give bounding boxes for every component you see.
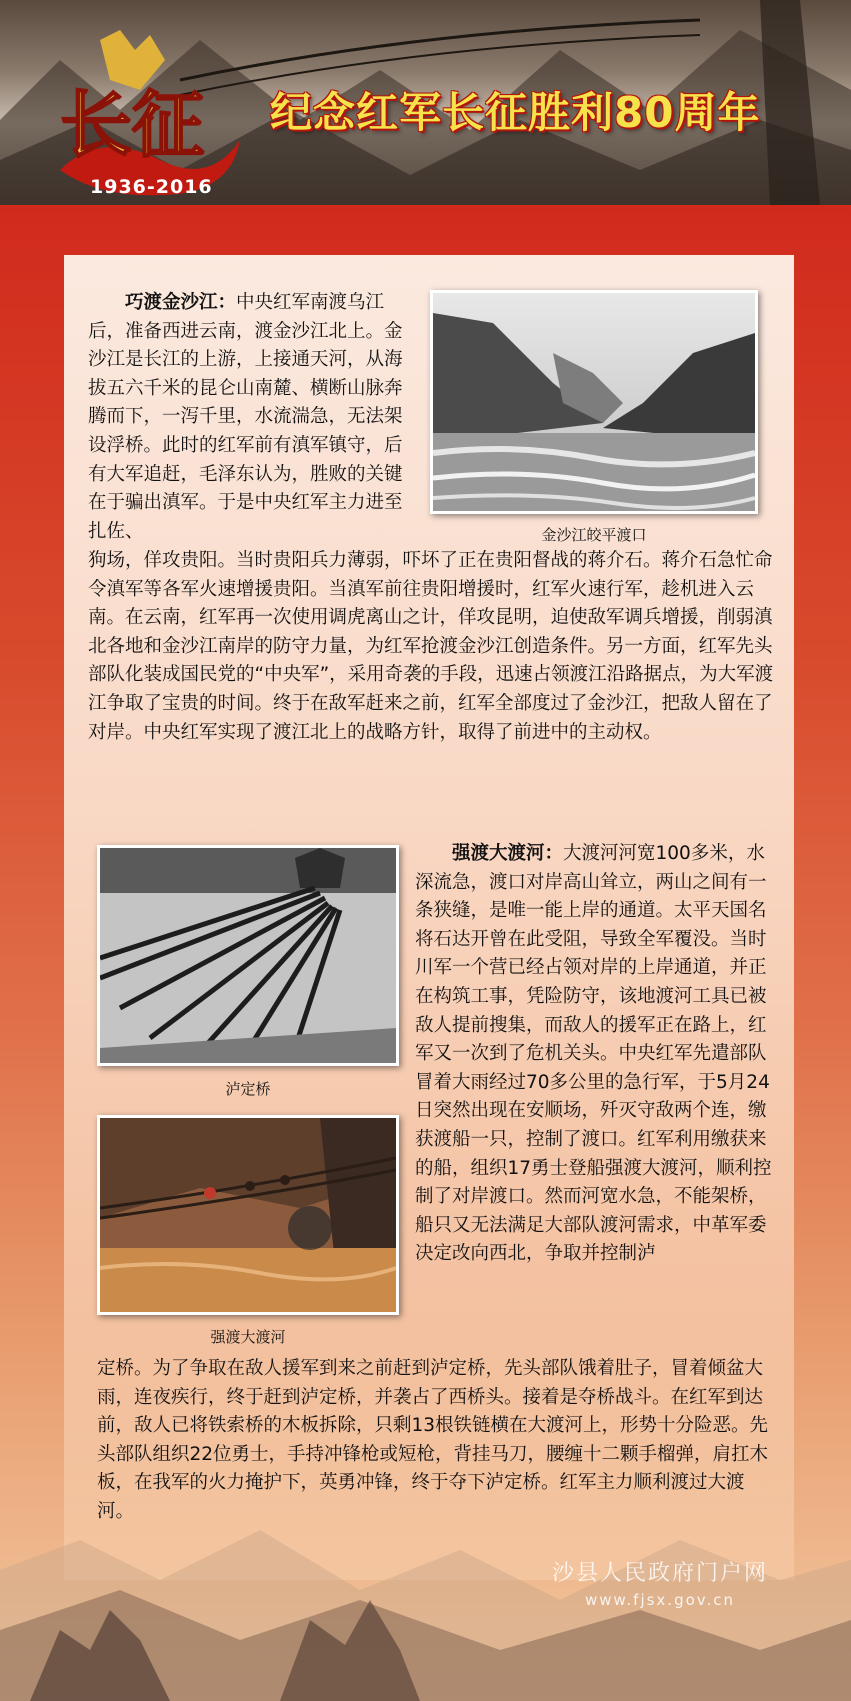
dadu-river-caption: 强渡大渡河 (210, 1328, 286, 1346)
jinsha-river-photo (430, 290, 758, 514)
section1-text-full: 狗场，佯攻贵阳。当时贵阳兵力薄弱，吓坏了正在贵阳督战的蒋介石。蒋介石急忙命令滇军等各军火速增援贵阳。当滇军前往贵阳增援时，红军火速行军，趁机进入云南。在云南，红军再一次使用调虎离山之计，佯攻昆明，迫使敌军调兵增援，削弱滇北各地和金沙江南岸的防守力量，为红军抢渡金沙江创造条件。另一方面，红军先头部队化装成国民党的“中央军”，采用奇袭的手段，迅速占领渡江沿路据点，为大军渡江争取了宝贵的时间。终于在敌军赶来之前，红军全部度过了金沙江，把敌人留在了对岸。中央红军实现了渡江北上的战略方针，取得了前进中的主动权。 (88, 550, 774, 743)
section2-paragraph-wrap (415, 840, 773, 1269)
watermark-site-name: 沙县人民政府门户网 (551, 1561, 768, 1586)
luding-bridge-photo (97, 845, 399, 1066)
dadu-river-crossing-photo (97, 1115, 399, 1315)
section1-paragraph-wrap (88, 289, 404, 546)
luding-bridge-caption: 泸定桥 (225, 1080, 271, 1098)
page-title: 纪念红军长征胜利80周年 (270, 88, 761, 137)
header-banner (0, 0, 851, 205)
section2-lead: 强渡大渡河： (452, 843, 564, 864)
section2-text-full: 定桥。为了争取在敌人援军到来之前赶到泸定桥，先头部队饿着肚子，冒着倾盆大雨，连夜疾行，终于赶到泸定桥，并袭占了西桥头。接着是夺桥战斗。在红军到达前，敌人已将铁索桥的木板拆除，只剩13根铁链横在大渡河上，形势十分险恶。先头部队组织22位勇士，手持冲锋枪或短枪，背挂马刀，腰缠十二颗手榴弹，肩扛木板，在我军的火力掩护下，英勇冲锋，终于夺下泸定桥。红军主力顺利渡过大渡河。 (97, 1358, 769, 1522)
years-label: 1936-2016 (90, 176, 213, 198)
jinsha-river-caption: 金沙江皎平渡口 (541, 526, 647, 544)
section1-lead: 巧渡金沙江： (125, 292, 237, 313)
section1-paragraph-full (88, 547, 774, 747)
svg-text:长征: 长征 (60, 82, 205, 167)
watermark (500, 1556, 820, 1609)
watermark-url: www.fjsx.gov.cn (584, 1591, 736, 1609)
section1-text-wrap: 中央红军南渡乌江后，准备西进云南，渡金沙江北上。金沙江是长江的上游，上接通天河，从海拔五六千米的昆仑山南麓、横断山脉奔腾而下，一泻千里，水流湍急，无法架设浮桥。此时的红军前有滇军镇守，后有大军追赶，毛泽东认为，胜败的关键在于骗出滇军。于是中央红军主力进至扎佐、 (88, 292, 403, 542)
section2-text-wrap: 大渡河河宽100多米，水深流急，渡口对岸高山耸立，两山之间有一条狭缝，是唯一能上岸的通道。太平天国名将石达开曾在此受阻，导致全军覆没。当时川军一个营已经占领对岸的上岸通道，并正在构筑工事，凭险防守，该地渡河工具已被敌人提前搜集，而敌人的援军正在路上，红军又一次到了危机关头。中央红军先遣部队冒着大雨经过70多公里的急行军，于5月24日突然出现在安顺场，歼灭守敌两个连，缴获渡船一只，控制了渡口。红军利用缴获来的船，组织17勇士登船强渡大渡河，顺利控制了对岸渡口。然而河宽水急，不能架桥，船只又无法满足大部队渡河需求，中革军委决定改向西北，争取并控制泸 (415, 843, 772, 1265)
section2-paragraph-full (97, 1355, 773, 1527)
